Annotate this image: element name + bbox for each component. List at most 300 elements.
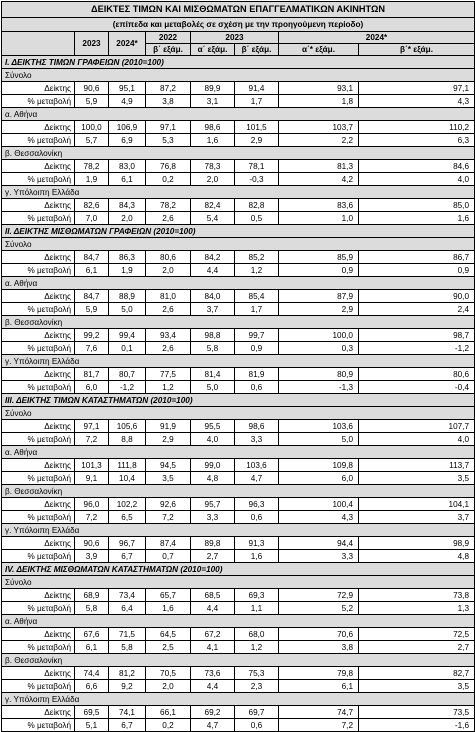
table-cell: 102,2 xyxy=(109,498,146,511)
table-cell: 87,9 xyxy=(279,290,359,303)
table-cell: 1,7 xyxy=(235,303,279,316)
table-row xyxy=(2,329,475,342)
table-row xyxy=(2,420,475,433)
group-name: γ. Υπόλοιπη Ελλάδα xyxy=(2,524,475,537)
table-row xyxy=(2,628,475,641)
table-cell: 3,3 xyxy=(191,511,235,524)
table-row xyxy=(2,95,475,108)
section-title: ΙΙ. ΔΕΙΚΤΗΣ ΜΙΣΘΩΜΑΤΩΝ ΓΡΑΦΕΙΩΝ (2010=100) xyxy=(2,225,475,238)
group-header-row xyxy=(2,69,475,82)
row-label: % μεταβολή xyxy=(2,680,75,693)
table-subtitle: (επίπεδα και μεταβολές σε σχέση με την προηγούμενη περίοδο) xyxy=(2,18,475,32)
row-label: % μεταβολή xyxy=(2,472,75,485)
table-cell: -1,2 xyxy=(359,342,475,355)
table-cell: 2,0 xyxy=(146,264,191,277)
table-cell: 5,0 xyxy=(109,303,146,316)
group-name: Σύνολο xyxy=(2,407,475,420)
table-cell: 81,3 xyxy=(279,160,359,173)
table-row xyxy=(2,173,475,186)
table-cell: 1,7 xyxy=(235,95,279,108)
table-row xyxy=(2,550,475,563)
section-header-row xyxy=(2,563,475,576)
table-row xyxy=(2,641,475,654)
table-row xyxy=(2,82,475,95)
table-cell: 0,7 xyxy=(146,550,191,563)
row-label: Δείκτης xyxy=(2,498,75,511)
table-cell: 4,7 xyxy=(191,719,235,732)
section-title: IV. ΔΕΙΚΤΗΣ ΜΙΣΘΩΜΑΤΩΝ ΚΑΤΑΣΤΗΜΑΤΩΝ (2010=100) xyxy=(2,563,475,576)
table-cell: 68,5 xyxy=(191,589,235,602)
group-name: Σύνολο xyxy=(2,69,475,82)
group-header-row xyxy=(2,693,475,706)
table-cell: 85,0 xyxy=(359,199,475,212)
table-cell: 99,7 xyxy=(235,329,279,342)
table-cell: 3,7 xyxy=(359,511,475,524)
table-cell: 2,6 xyxy=(146,212,191,225)
table-row xyxy=(2,199,475,212)
table-cell: 83,0 xyxy=(109,160,146,173)
table-row xyxy=(2,667,475,680)
table-cell: 1,2 xyxy=(235,641,279,654)
table-cell: 6,0 xyxy=(279,472,359,485)
table-cell: 4,1 xyxy=(191,641,235,654)
group-name: β. Θεσσαλονίκη xyxy=(2,316,475,329)
table-cell: 6,1 xyxy=(75,264,109,277)
table-cell: 84,6 xyxy=(359,160,475,173)
table-cell: 100,0 xyxy=(75,121,109,134)
row-label: Δείκτης xyxy=(2,121,75,134)
row-label: % μεταβολή xyxy=(2,212,75,225)
row-label: % μεταβολή xyxy=(2,550,75,563)
table-cell: 94,5 xyxy=(146,459,191,472)
header-semester-year-2024: 2024* xyxy=(279,32,475,44)
table-cell: 4,0 xyxy=(359,173,475,186)
table-row xyxy=(2,472,475,485)
table-cell: 67,6 xyxy=(75,628,109,641)
table-cell: 4,4 xyxy=(191,264,235,277)
table-cell: 3,9 xyxy=(75,550,109,563)
table-cell: 6,7 xyxy=(109,550,146,563)
table-cell: 68,0 xyxy=(235,628,279,641)
row-label: % μεταβολή xyxy=(2,134,75,147)
section-header-row xyxy=(2,56,475,69)
group-header-row xyxy=(2,407,475,420)
table-cell: 6,0 xyxy=(75,381,109,394)
table-cell: 3,5 xyxy=(146,472,191,485)
table-cell: 80,7 xyxy=(109,368,146,381)
table-row xyxy=(2,212,475,225)
table-cell: 78,1 xyxy=(235,160,279,173)
table-cell: 89,8 xyxy=(191,537,235,550)
table-cell: 7,6 xyxy=(75,342,109,355)
table-cell: 84,7 xyxy=(75,251,109,264)
header-blank-cell xyxy=(2,32,75,56)
table-cell: 96,7 xyxy=(109,537,146,550)
table-row xyxy=(2,160,475,173)
table-cell: 82,7 xyxy=(359,667,475,680)
table-cell: 6,1 xyxy=(75,641,109,654)
table-cell: 0,5 xyxy=(235,212,279,225)
header-year-2023: 2023 xyxy=(75,32,109,56)
table-cell: 94,4 xyxy=(279,537,359,550)
table-cell: 1,8 xyxy=(279,95,359,108)
table-cell: 95,7 xyxy=(191,498,235,511)
table-cell: 87,4 xyxy=(146,537,191,550)
table-cell: 1,2 xyxy=(235,264,279,277)
table-cell: 73,5 xyxy=(359,706,475,719)
table-cell: 2,9 xyxy=(235,134,279,147)
row-label: Δείκτης xyxy=(2,667,75,680)
table-cell: 105,6 xyxy=(109,420,146,433)
table-cell: 101,3 xyxy=(75,459,109,472)
table-row xyxy=(2,719,475,732)
row-label: % μεταβολή xyxy=(2,95,75,108)
row-label: Δείκτης xyxy=(2,706,75,719)
table-cell: 73,8 xyxy=(359,589,475,602)
table-cell: 81,0 xyxy=(146,290,191,303)
group-header-row xyxy=(2,108,475,121)
table-cell: 87,2 xyxy=(146,82,191,95)
table-cell: 91,9 xyxy=(146,420,191,433)
table-cell: 78,2 xyxy=(146,199,191,212)
table-cell: -0,4 xyxy=(359,381,475,394)
table-cell: -1,3 xyxy=(279,381,359,394)
table-cell: 2,0 xyxy=(191,173,235,186)
table-cell: 72,9 xyxy=(279,589,359,602)
table-cell: 4,4 xyxy=(191,680,235,693)
table-cell: 82,8 xyxy=(235,199,279,212)
table-cell: 109,8 xyxy=(279,459,359,472)
table-cell: 4,2 xyxy=(279,173,359,186)
table-cell: 5,0 xyxy=(191,381,235,394)
header-semester-year-2022: 2022 xyxy=(146,32,191,44)
table-cell: 0,6 xyxy=(235,511,279,524)
group-header-row xyxy=(2,186,475,199)
table-cell: 99,0 xyxy=(191,459,235,472)
group-name: α. Αθήνα xyxy=(2,108,475,121)
row-label: % μεταβολή xyxy=(2,381,75,394)
group-header-row xyxy=(2,524,475,537)
table-cell: 0,9 xyxy=(279,264,359,277)
group-name: γ. Υπόλοιπη Ελλάδα xyxy=(2,355,475,368)
row-label: Δείκτης xyxy=(2,368,75,381)
row-label: % μεταβολή xyxy=(2,719,75,732)
table-cell: 4,8 xyxy=(359,550,475,563)
table-cell: 88,9 xyxy=(109,290,146,303)
table-cell: 74,4 xyxy=(75,667,109,680)
row-label: Δείκτης xyxy=(2,459,75,472)
section-title: ΙΙΙ. ΔΕΙΚΤΗΣ ΤΙΜΩΝ ΚΑΤΑΣΤΗΜΑΤΩΝ (2010=100) xyxy=(2,394,475,407)
table-cell: 80,6 xyxy=(359,368,475,381)
table-row xyxy=(2,290,475,303)
table-cell: 95,5 xyxy=(191,420,235,433)
table-cell: 6,1 xyxy=(109,173,146,186)
header-semester-a-2023: α΄ εξάμ. xyxy=(191,44,235,56)
table-cell: 0,9 xyxy=(359,264,475,277)
table-cell: 73,4 xyxy=(109,589,146,602)
table-row xyxy=(2,589,475,602)
table-cell: -1,2 xyxy=(109,381,146,394)
table-cell: 85,2 xyxy=(235,251,279,264)
table-cell: 3,8 xyxy=(279,641,359,654)
subtitle-row xyxy=(2,18,475,32)
table-cell: 0,3 xyxy=(279,342,359,355)
table-cell: 68,9 xyxy=(75,589,109,602)
table-cell: 96,3 xyxy=(235,498,279,511)
table-cell: 69,7 xyxy=(235,706,279,719)
row-label: Δείκτης xyxy=(2,199,75,212)
table-cell: 5,1 xyxy=(75,719,109,732)
group-header-row xyxy=(2,147,475,160)
header-semester-a-2024: α΄* εξάμ. xyxy=(279,44,359,56)
table-cell: 65,7 xyxy=(146,589,191,602)
table-cell: 90,6 xyxy=(75,537,109,550)
table-row xyxy=(2,368,475,381)
table-row xyxy=(2,134,475,147)
table-cell: 80,6 xyxy=(146,251,191,264)
table-cell: 0,2 xyxy=(146,173,191,186)
table-cell: 98,6 xyxy=(191,121,235,134)
header-semester-year-2023: 2023 xyxy=(191,32,279,44)
table-cell: 64,5 xyxy=(146,628,191,641)
table-cell: 75,3 xyxy=(235,667,279,680)
group-header-row xyxy=(2,238,475,251)
table-cell: 69,2 xyxy=(191,706,235,719)
table-cell: 5,8 xyxy=(109,641,146,654)
table-cell: 95,1 xyxy=(109,82,146,95)
table-cell: 2,9 xyxy=(146,433,191,446)
table-cell: 2,7 xyxy=(191,550,235,563)
table-cell: 1,9 xyxy=(109,264,146,277)
row-label: Δείκτης xyxy=(2,251,75,264)
row-label: Δείκτης xyxy=(2,628,75,641)
table-cell: 69,3 xyxy=(235,589,279,602)
group-header-row xyxy=(2,485,475,498)
group-header-row xyxy=(2,277,475,290)
table-cell: 98,8 xyxy=(191,329,235,342)
table-cell: 66,1 xyxy=(146,706,191,719)
table-cell: 7,2 xyxy=(279,719,359,732)
table-cell: 3,8 xyxy=(146,95,191,108)
table-cell: 4,7 xyxy=(235,472,279,485)
table-cell: 1,1 xyxy=(235,602,279,615)
table-cell: 90,0 xyxy=(359,290,475,303)
table-cell: 78,3 xyxy=(191,160,235,173)
table-cell: 4,3 xyxy=(359,95,475,108)
table-cell: 106,9 xyxy=(109,121,146,134)
table-cell: -1,6 xyxy=(359,719,475,732)
group-header-row xyxy=(2,355,475,368)
table-cell: 98,9 xyxy=(359,537,475,550)
table-cell: 3,7 xyxy=(191,303,235,316)
table-cell: 101,5 xyxy=(235,121,279,134)
table-cell: 6,9 xyxy=(109,134,146,147)
table-cell: 67,2 xyxy=(191,628,235,641)
table-cell: 4,0 xyxy=(191,433,235,446)
table-cell: 9,1 xyxy=(75,472,109,485)
section-header-row xyxy=(2,394,475,407)
table-cell: 70,6 xyxy=(279,628,359,641)
table-cell: 0,6 xyxy=(235,381,279,394)
table-cell: 4,9 xyxy=(109,95,146,108)
row-label: % μεταβολή xyxy=(2,342,75,355)
table-cell: 77,5 xyxy=(146,368,191,381)
table-row xyxy=(2,706,475,719)
table-cell: 6,1 xyxy=(279,680,359,693)
group-header-row xyxy=(2,615,475,628)
table-row xyxy=(2,303,475,316)
table-cell: 78,2 xyxy=(75,160,109,173)
table-row xyxy=(2,511,475,524)
table-cell: 81,4 xyxy=(191,368,235,381)
table-cell: 89,9 xyxy=(191,82,235,95)
header-semester-b-2022: β΄ εξάμ. xyxy=(146,44,191,56)
table-cell: 5,0 xyxy=(279,433,359,446)
table-cell: 92,6 xyxy=(146,498,191,511)
table-cell: 103,7 xyxy=(279,121,359,134)
table-cell: 86,7 xyxy=(359,251,475,264)
table-cell: 3,5 xyxy=(359,472,475,485)
group-name: Σύνολο xyxy=(2,576,475,589)
group-name: β. Θεσσαλονίκη xyxy=(2,485,475,498)
table-cell: 0,9 xyxy=(235,342,279,355)
table-cell: 6,6 xyxy=(75,680,109,693)
row-label: Δείκτης xyxy=(2,589,75,602)
row-label: Δείκτης xyxy=(2,160,75,173)
table-cell: 7,2 xyxy=(146,511,191,524)
table-cell: 6,3 xyxy=(359,134,475,147)
row-label: Δείκτης xyxy=(2,329,75,342)
table-cell: 5,8 xyxy=(75,602,109,615)
header-semester-b-2024: β΄* εξάμ. xyxy=(359,44,475,56)
table-cell: 1,9 xyxy=(75,173,109,186)
table-cell: 98,6 xyxy=(235,420,279,433)
row-label: % μεταβολή xyxy=(2,641,75,654)
table-cell: 1,2 xyxy=(146,381,191,394)
title-row xyxy=(2,2,475,18)
table-cell: 72,5 xyxy=(359,628,475,641)
table-cell: 100,0 xyxy=(279,329,359,342)
table-cell: 76,8 xyxy=(146,160,191,173)
table-cell: 85,9 xyxy=(279,251,359,264)
table-cell: 2,0 xyxy=(109,212,146,225)
table-cell: 74,7 xyxy=(279,706,359,719)
indices-table xyxy=(1,1,475,732)
table-cell: 111,8 xyxy=(109,459,146,472)
group-name: γ. Υπόλοιπη Ελλάδα xyxy=(2,186,475,199)
table-cell: 2,3 xyxy=(235,680,279,693)
table-cell: 1,3 xyxy=(359,602,475,615)
table-cell: 5,8 xyxy=(191,342,235,355)
row-label: % μεταβολή xyxy=(2,303,75,316)
row-label: % μεταβολή xyxy=(2,173,75,186)
group-name: α. Αθήνα xyxy=(2,615,475,628)
table-row xyxy=(2,342,475,355)
table-cell: 5,9 xyxy=(75,95,109,108)
row-label: % μεταβολή xyxy=(2,511,75,524)
header-year-2024: 2024* xyxy=(109,32,146,56)
table-cell: 93,1 xyxy=(279,82,359,95)
table-cell: 93,4 xyxy=(146,329,191,342)
table-cell: 3,1 xyxy=(191,95,235,108)
table-cell: 83,6 xyxy=(279,199,359,212)
table-cell: 84,0 xyxy=(191,290,235,303)
table-cell: 4,0 xyxy=(359,433,475,446)
table-cell: 5,2 xyxy=(279,602,359,615)
table-cell: 113,7 xyxy=(359,459,475,472)
table-title: ΔΕΙΚΤΕΣ ΤΙΜΩΝ ΚΑΙ ΜΙΣΘΩΜΑΤΩΝ ΕΠΑΓΓΕΛΜΑΤΙΚΩΝ ΑΚΙΝΗΤΩΝ xyxy=(2,2,475,18)
table-cell: 85,4 xyxy=(235,290,279,303)
row-label: Δείκτης xyxy=(2,290,75,303)
table-cell: 2,0 xyxy=(146,680,191,693)
group-header-row xyxy=(2,446,475,459)
table-cell: 2,9 xyxy=(279,303,359,316)
table-cell: 0,2 xyxy=(146,719,191,732)
group-name: α. Αθήνα xyxy=(2,277,475,290)
table-cell: 4,4 xyxy=(191,602,235,615)
table-cell: 84,2 xyxy=(191,251,235,264)
table-cell: 97,1 xyxy=(146,121,191,134)
table-cell: 3,3 xyxy=(279,550,359,563)
table-row xyxy=(2,433,475,446)
table-cell: 9,2 xyxy=(109,680,146,693)
table-cell: 80,9 xyxy=(279,368,359,381)
table-cell: 2,6 xyxy=(146,342,191,355)
table-cell: 1,0 xyxy=(279,212,359,225)
table-cell: 1,6 xyxy=(359,212,475,225)
table-cell: 4,3 xyxy=(279,511,359,524)
table-cell: 110,2 xyxy=(359,121,475,134)
table-row xyxy=(2,498,475,511)
table-cell: 10,4 xyxy=(109,472,146,485)
table-cell: 2,7 xyxy=(359,641,475,654)
table-cell: 86,3 xyxy=(109,251,146,264)
group-name: β. Θεσσαλονίκη xyxy=(2,654,475,667)
table-cell: 5,4 xyxy=(191,212,235,225)
document xyxy=(1,1,474,732)
table-cell: 0,1 xyxy=(109,342,146,355)
table-row xyxy=(2,459,475,472)
table-cell: 79,8 xyxy=(279,667,359,680)
row-label: % μεταβολή xyxy=(2,433,75,446)
group-header-row xyxy=(2,654,475,667)
table-row xyxy=(2,602,475,615)
table-cell: 104,1 xyxy=(359,498,475,511)
table-cell: 5,3 xyxy=(146,134,191,147)
table-cell: 90,6 xyxy=(75,82,109,95)
table-cell: 7,0 xyxy=(75,212,109,225)
section-title: Ι. ΔΕΙΚΤΗΣ ΤΙΜΩΝ ΓΡΑΦΕΙΩΝ (2010=100) xyxy=(2,56,475,69)
table-cell: 6,4 xyxy=(109,602,146,615)
row-label: % μεταβολή xyxy=(2,602,75,615)
group-name: β. Θεσσαλονίκη xyxy=(2,147,475,160)
table-cell: 91,3 xyxy=(235,537,279,550)
table-cell: 97,1 xyxy=(359,82,475,95)
table-cell: 4,8 xyxy=(191,472,235,485)
table-cell: 107,7 xyxy=(359,420,475,433)
group-name: α. Αθήνα xyxy=(2,446,475,459)
table-cell: 103,6 xyxy=(235,459,279,472)
table-cell: 7,2 xyxy=(75,511,109,524)
table-cell: 8,8 xyxy=(109,433,146,446)
table-cell: 6,5 xyxy=(109,511,146,524)
header-row-years xyxy=(2,32,475,44)
table-cell: 82,4 xyxy=(191,199,235,212)
table-cell: 103,6 xyxy=(279,420,359,433)
table-cell: 3,5 xyxy=(359,680,475,693)
table-cell: 2,5 xyxy=(146,641,191,654)
table-row xyxy=(2,537,475,550)
